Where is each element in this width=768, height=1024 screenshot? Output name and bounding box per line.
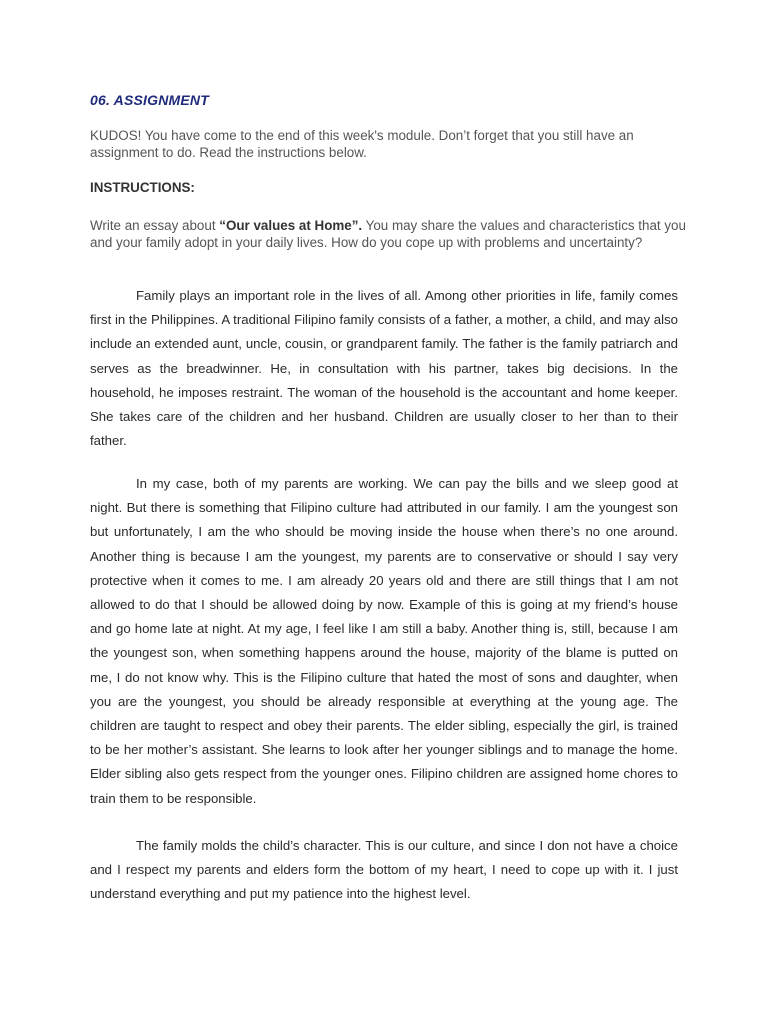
essay-paragraph-1: Family plays an important role in the lives of all. Among other priorities in life, family comes first in the Philippines. A traditional Filipino family consists of a father, a mother, a child, and may also include an extended aunt, uncle, cousin, or grandparent family. The father is the family patriarch and serves as the breadwinner. He, in consultation with his partner, takes big decisions. In the household, he imposes restraint. The woman of the household is the accountant and home keeper. She takes care of the children and her husband. Children are usually closer to her than to their father. <box>90 288 678 449</box>
intro-text: KUDOS! You have come to the end of this week's module. Don’t forget that you still have an assignment to do. Read the instructions below. <box>90 128 634 160</box>
essay-paragraph-3: The family molds the child’s character. This is our culture, and since I don not have a choice and I respect my parents and elders form the bottom of my heart, I need to cope up with it. I just understand everything and put my patience into the highest level. <box>90 838 678 902</box>
instructions-heading: INSTRUCTIONS: <box>90 180 195 195</box>
essay-paragraph-2: In my case, both of my parents are working. We can pay the bills and we sleep good at night. But there is something that Filipino culture had attributed in our family. I am the youngest son but unfortunately, I am the who should be moving inside the house when there’s no one around. Another thing is because I am the youngest, my parents are to conservative or should I say very protective when it comes to me. I am already 20 years old and there are still things that I am not allowed to do that I should be allowed doing by now. Example of this is going at my friend’s house and go home late at night. At my age, I feel like I am still a baby. Another thing is, still, because I am the youngest son, when something happens around the house, majority of the blame is putted on me, I do not know why. This is the Filipino culture that hated the most of sons and daughter, when you are the youngest, you should be already responsible at everything at the young age. The children are taught to respect and obey their parents. The elder sibling, especially the girl, is trained to be her mother’s assistant. She learns to look after her younger siblings and to manage the home. Elder sibling also gets respect from the younger ones. Filipino children are assigned home chores to train them to be responsible. <box>90 476 678 806</box>
assignment-heading: 06. ASSIGNMENT <box>90 92 209 108</box>
prompt-rest: You may share the values and characteristics that you and your family adopt in your daily lives. How do you cope up with problems and uncertainty? <box>90 218 686 250</box>
prompt-topic: “Our values at Home”. <box>219 218 363 233</box>
essay-prompt <box>90 217 690 251</box>
prompt-lead: Write an essay about <box>90 218 220 233</box>
